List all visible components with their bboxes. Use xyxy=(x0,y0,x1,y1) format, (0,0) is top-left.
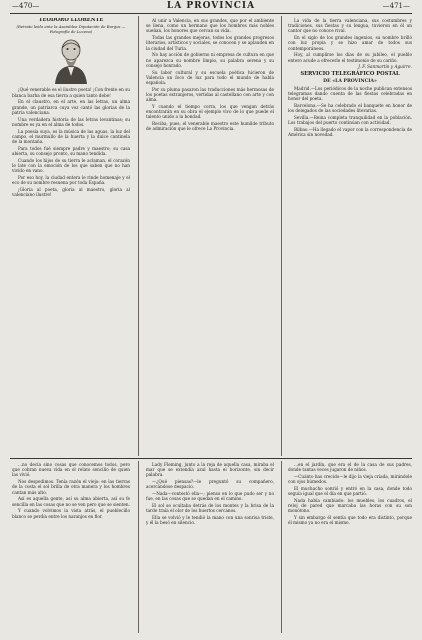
header-rule xyxy=(10,13,412,14)
bottom-column-2 xyxy=(146,462,274,632)
column-divider xyxy=(138,16,139,456)
paragraph: —¿Qué piensas?—le preguntó su compañero, acercándose despacio. xyxy=(146,479,274,490)
page-fold-rule xyxy=(10,458,412,459)
portrait-caption: (Retrato leido ante la Asamblea Diputación de Burgos — Fotografía de Lucena) xyxy=(16,24,126,34)
paragraph: El muchacho sonrió y entró en la casa, donde todo seguía igual que el día en que partió. xyxy=(288,486,412,497)
section-title: TEODORO LLORENTE xyxy=(38,18,104,23)
column-divider xyxy=(138,461,139,633)
paragraph: En el claustro, en el arte, en las letras, un alma grande, un patriarca cuya voz cantó las glorias de la patria valenciana. xyxy=(12,99,130,115)
paragraph: —Cuánto has crecido—le dijo la vieja criada, mirándole con ojos húmedos. xyxy=(288,474,412,485)
paragraph: Al unir a Valencia, en sus grandes, que por el ambiente se llena, como un hermano que los hombres más nobles sueñan, los honores que cercan su vida. xyxy=(146,18,274,34)
portrait-illustration xyxy=(51,36,91,84)
column-3 xyxy=(288,18,412,454)
column-divider xyxy=(281,461,282,633)
paragraph: Lady Fleming, junto a la reja de aquella casa, miraba el mar que se extendía azul hasta el horizonte, sin decir palabra. xyxy=(146,462,274,478)
paragraph: Nos despedimos. Tenía razón el viejo: en las tierras de la costa el sol brilla de otra manera y los hombres cantan más alto. xyxy=(12,479,130,495)
paragraph: Nada había cambiado: los muebles, los cuadros, el reloj de pared que marcaba las horas con su son monótono. xyxy=(288,498,412,514)
telegraph-section-subtitle: DE «LA PROVINCIA» xyxy=(323,78,377,84)
telegram-item: Bilbao.—Ha llegado el vapor con la correspondencia de América sin novedad. xyxy=(288,127,412,138)
paragraph: No hay acción de gobierno ni empresa de cultura en que no aparezca su nombre limpio, su palabra serena y su consejo honrado. xyxy=(146,52,274,68)
paragraph: En el siglo de los grandes ingenios, su nombre brilló con luz propia y se hizo amar de todos sus contemporáneos. xyxy=(288,35,412,51)
paragraph: La vida de la tierra valenciana, sus costumbres y tradiciones, sus fiestas y su lengua, tuvieron en él un cantor que no conoce rival. xyxy=(288,18,412,34)
paragraph: Reciba, pues, el venerable maestro este humilde tributo de admiración que le ofrece La Provincia. xyxy=(146,121,274,132)
paragraph: ...no decía sino cosas que conocemos todos, pero que cobran nueva vida en el relato sencillo de quien las vivió. xyxy=(12,462,130,478)
paragraph: Todas las grandes mejoras, todos los grandes progresos literarios, artísticos y sociales, se conocen y se aplauden en la ciudad del Turia. xyxy=(146,35,274,51)
column-2 xyxy=(146,18,274,454)
column-1 xyxy=(12,18,130,454)
paragraph: El sol se ocultaba detrás de los montes y la brisa de la tarde traía el olor de los huertos cercanos. xyxy=(146,503,274,514)
telegram-item: Madrid.—Los periódicos de la noche publican extensos telegramas dando cuenta de las fiestas celebradas en honor del poeta. xyxy=(288,86,412,102)
paragraph: Para todos fué siempre padre y maestro; su casa abierta, su consejo pronto, su mano tendida. xyxy=(12,145,130,156)
paragraph: Cuando los hijos de su tierra le aclaman, el corazón le late con la emoción de los que saben que no han vivido en vano. xyxy=(12,157,130,174)
paragraph: Ella se volvió y le tendió la mano con una sonrisa triste, y él la besó en silencio. xyxy=(146,515,274,526)
page-number-left: —470— xyxy=(12,2,40,10)
paragraph: ¡Qué venerable es el ilustre poeta! ¡Con frente en su blanca barba de esa tierra a quien tanto debe! xyxy=(12,87,130,98)
paragraph: Por eso hoy, la ciudad entera le rinde homenaje y el eco de su nombre resuena por toda España. xyxy=(12,175,130,186)
telegram-item: Sevilla.—Reina completa tranquilidad en la población. Los trabajos del puerto continúan con actividad. xyxy=(288,115,412,126)
paragraph: Y cuando el tiempo corra, los que vengan detrás encontrarán en su obra el ejemplo vivo de lo que puede el talento unido a la bondad. xyxy=(146,104,274,120)
signature: J. F. Sanmartín y Aguirre. xyxy=(358,64,412,70)
paragraph: Hoy, al cumplirse los días de su jubileo, el pueblo entero acude a ofrecerle el testimonio de su cariño. xyxy=(288,52,412,63)
paragraph: La poesía suya, es la música de las aguas, la luz del campo, el murmullo de la huerta y la dulce cantinela de la montaña. xyxy=(12,128,130,144)
paragraph: Una verdadera historia de las letras levantinas; su nombre es ya en el alma de todos. xyxy=(12,116,130,127)
telegram-item: Barcelona.—Se ha celebrado el banquete en honor de los delegados de las sociedades literarias. xyxy=(288,103,412,114)
bottom-column-3 xyxy=(288,462,412,632)
telegraph-section-title: SERVICIO TELEGRÁFICO POSTAL xyxy=(300,70,400,77)
paragraph: —Nada—contestó ella—; pienso en lo que pudo ser y no fue, en las cosas que se quedan en el camino. xyxy=(146,491,274,502)
portrait-icon xyxy=(51,36,91,84)
paragraph: Su labor cultural y su escuela poética hicieron de Valencia un foco de luz para todo el mundo de habla española. xyxy=(146,69,274,86)
column-divider xyxy=(281,16,282,456)
paragraph: Y cuando volvimos la vista atrás, el pueblecillo blanco se perdía entre los naranjos en flor. xyxy=(12,508,130,519)
paragraph: Por su pluma pasaron las traducciones más hermosas de los poetas extranjeros, vertidas al castellano con arte y con alma. xyxy=(146,86,274,103)
page-number-right: —471— xyxy=(382,2,410,10)
page-header xyxy=(0,0,422,14)
paragraph: Y sin embargo él sentía que todo era distinto, porque él mismo ya no era el mismo. xyxy=(288,515,412,526)
paragraph: ¡Gloria al poeta, gloria al maestro, gloria al valenciano ilustre! xyxy=(12,187,130,198)
paragraph: Así es aquella gente, así su alma abierta, así su fe sencilla en las cosas que no se ven pero que se sienten. xyxy=(12,496,130,507)
masthead: LA PROVINCIA xyxy=(166,1,256,11)
bottom-column-1 xyxy=(12,462,130,632)
paragraph: ...en el jardín, que era el de la casa de sus padres, donde tantas veces jugaron de niños. xyxy=(288,462,412,473)
